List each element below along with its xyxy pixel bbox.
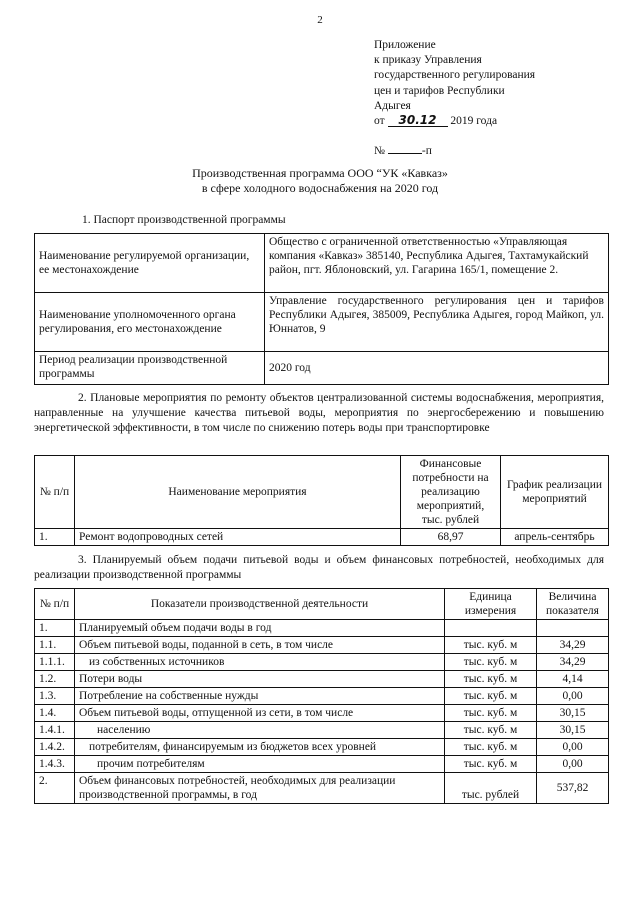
cell-num: 1. (35, 529, 75, 546)
col-header-finance: Финансовые потребности на реализацию мероприятий, тыс. рублей (401, 456, 501, 529)
cell-num: 1.1.1. (35, 654, 75, 671)
section-1-heading: 1. Паспорт производственной программы (82, 214, 286, 226)
col-header-name: Наименование мероприятия (75, 456, 401, 529)
table-row (35, 620, 609, 637)
section-3-heading: 3. Планируемый объем подачи питьевой воды и объем финансовых потребностей, необходимых для реализации производственной программы (34, 554, 604, 581)
table-row (35, 756, 609, 773)
cell-unit: тыс. рублей (445, 773, 537, 804)
section-2-heading: 2. Плановые мероприятия по ремонту объектов централизованной системы водоснабжения, мероприятия, направленные на улучшение качества питьевой воды, мероприятия по энергосбережению и повышению энергетической эффективности, в том числе по снижению потерь воды при транспортировке (34, 392, 604, 434)
appendix-line: цен и тарифов Республики (374, 84, 505, 97)
passport-value: Управление государственного регулирования цен и тарифов Республики Адыгея, 385009, Республика Адыгея, город Майкоп, ул. Юннатов, 9 (265, 293, 609, 352)
cell-unit: тыс. куб. м (445, 688, 537, 705)
cell-num: 1. (35, 620, 75, 637)
cell-value: 0,00 (537, 756, 609, 773)
col-header-indicator: Показатели производственной деятельности (75, 589, 445, 620)
cell-unit: тыс. куб. м (445, 654, 537, 671)
date-prefix: от (374, 115, 385, 128)
cell-unit: тыс. куб. м (445, 637, 537, 654)
number-blank (388, 143, 422, 154)
cell-value: 30,15 (537, 705, 609, 722)
cell-indicator: Потребление на собственные нужды (75, 688, 445, 705)
title-line-1: Производственная программа ООО “УК «Кавказ» (192, 166, 448, 180)
table-header-row (35, 456, 609, 529)
passport-label: Наименование регулируемой организации, ее местонахождение (35, 234, 265, 293)
appendix-line: к приказу Управления (374, 54, 482, 67)
table-row (35, 654, 609, 671)
cell-num: 1.4.2. (35, 739, 75, 756)
cell-indicator: Объем финансовых потребностей, необходимых для реализации производственной программы, в год (75, 773, 445, 804)
appendix-line: Адыгея (374, 99, 411, 112)
cell-unit: тыс. куб. м (445, 705, 537, 722)
cell-unit: тыс. куб. м (445, 739, 537, 756)
cell-num: 2. (35, 773, 75, 804)
table-header-row (35, 589, 609, 620)
table-row (35, 773, 609, 804)
table-row (35, 293, 609, 352)
table-row (35, 529, 609, 546)
passport-label: Период реализации производственной программы (35, 352, 265, 385)
passport-label: Наименование уполномоченного органа регулирования, его местонахождение (35, 293, 265, 352)
table-row (35, 722, 609, 739)
table-row (35, 705, 609, 722)
cell-name: Ремонт водопроводных сетей (75, 529, 401, 546)
cell-indicator: Объем питьевой воды, поданной в сеть, в том числе (75, 637, 445, 654)
cell-num: 1.2. (35, 671, 75, 688)
cell-indicator: прочим потребителям (75, 756, 445, 773)
col-header-value: Величина показателя (537, 589, 609, 620)
cell-value: 34,29 (537, 637, 609, 654)
passport-table (34, 233, 609, 385)
cell-unit: тыс. куб. м (445, 722, 537, 739)
table-row (35, 671, 609, 688)
col-header-num: № п/п (35, 589, 75, 620)
cell-num: 1.4.3. (35, 756, 75, 773)
document-title (0, 166, 640, 196)
page-number: 2 (317, 14, 323, 26)
cell-indicator: Потери воды (75, 671, 445, 688)
cell-value: 34,29 (537, 654, 609, 671)
cell-value: 537,82 (537, 773, 609, 804)
appendix-line: государственного регулирования (374, 69, 536, 82)
col-header-num: № п/п (35, 456, 75, 529)
cell-unit: тыс. куб. м (445, 671, 537, 688)
number-prefix: № (374, 145, 385, 157)
indicators-table (34, 588, 609, 804)
date-suffix: 2019 года (450, 115, 498, 128)
col-header-unit: Единица измерения (445, 589, 537, 620)
table-row (35, 352, 609, 385)
number-suffix: -п (421, 145, 432, 157)
table-row (35, 637, 609, 654)
cell-finance: 68,97 (401, 529, 501, 546)
table-row (35, 688, 609, 705)
passport-value: 2020 год (265, 352, 609, 385)
col-header-schedule: График реализации мероприятий (501, 456, 609, 529)
title-line-2: в сфере холодного водоснабжения на 2020 год (201, 181, 439, 195)
cell-indicator: из собственных источников (75, 654, 445, 671)
cell-num: 1.1. (35, 637, 75, 654)
appendix-block (374, 38, 535, 129)
appendix-number (374, 143, 432, 157)
cell-unit (445, 620, 537, 637)
cell-indicator: потребителям, финансируемым из бюджетов всех уровней (75, 739, 445, 756)
cell-unit: тыс. куб. м (445, 756, 537, 773)
cell-indicator: Объем питьевой воды, отпущенной из сети, в том числе (75, 705, 445, 722)
cell-indicator: населению (75, 722, 445, 739)
cell-value: 30,15 (537, 722, 609, 739)
cell-num: 1.4.1. (35, 722, 75, 739)
table-row (35, 739, 609, 756)
cell-num: 1.3. (35, 688, 75, 705)
handwritten-date: 30.12 (388, 114, 448, 127)
cell-indicator: Планируемый объем подачи воды в год (75, 620, 445, 637)
cell-value: 0,00 (537, 688, 609, 705)
cell-value: 0,00 (537, 739, 609, 756)
measures-table (34, 455, 609, 546)
cell-value (537, 620, 609, 637)
table-row (35, 234, 609, 293)
cell-value: 4,14 (537, 671, 609, 688)
cell-schedule: апрель-сентябрь (501, 529, 609, 546)
appendix-date (374, 114, 535, 129)
cell-num: 1.4. (35, 705, 75, 722)
passport-value: Общество с ограниченной ответственностью «Управляющая компания «Кавказ» 385140, Республика Адыгея, Тахтамукайский район, пгт. Яблоновский, ул. Гагарина 165/1, помещение 2. (265, 234, 609, 293)
appendix-line: Приложение (374, 39, 436, 51)
